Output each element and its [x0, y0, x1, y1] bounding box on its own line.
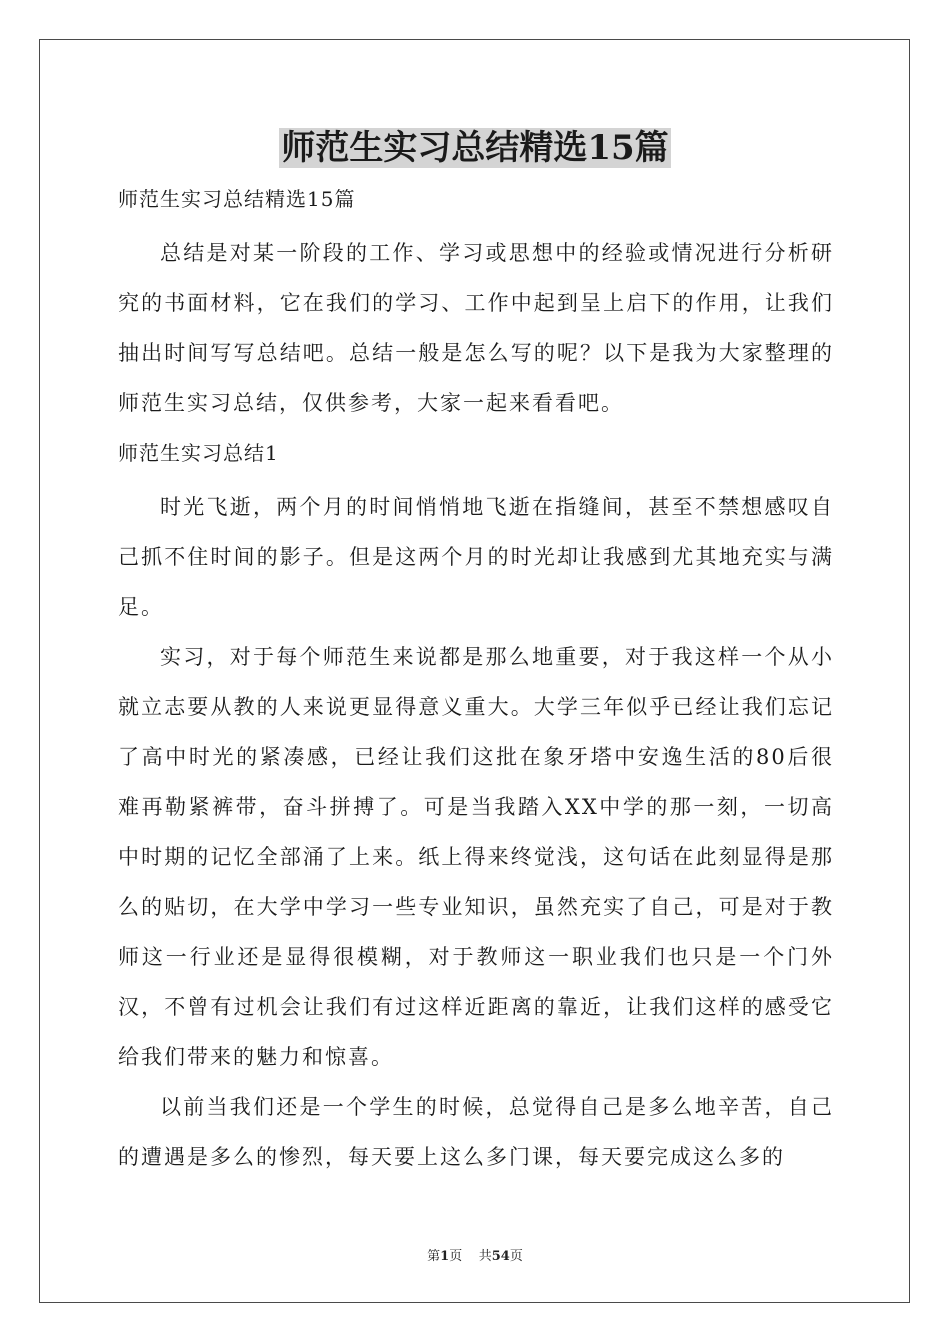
paragraph-3: 以前当我们还是一个学生的时候，总觉得自己是多么地辛苦，自己的遭遇是多么的惨烈，每天要上这么多门课，每天要完成这么多的 — [118, 1095, 834, 1169]
document-subtitle: 师范生实习总结精选15篇 — [118, 187, 356, 211]
page-prefix: 第 — [427, 1249, 441, 1264]
document-title — [0, 125, 950, 171]
section-heading-1: 师范生实习总结1 — [118, 441, 279, 465]
page-suffix: 页 — [449, 1249, 463, 1264]
page-footer — [0, 1248, 950, 1266]
total-page-count: 54 — [491, 1249, 510, 1264]
paragraph-1: 时光飞逝，两个月的时间悄悄地飞逝在指缝间，甚至不禁想感叹自己抓不住时间的影子。但是这两个月的时光却让我感到尤其地充实与满足。 — [118, 495, 834, 619]
document-body — [118, 182, 834, 1182]
total-prefix: 共 — [478, 1249, 492, 1264]
document-title-text: 师范生实习总结精选15篇 — [281, 128, 669, 168]
current-page-number: 1 — [440, 1249, 450, 1264]
intro-paragraph: 总结是对某一阶段的工作、学习或思想中的经验或情况进行分析研究的书面材料，它在我们的学习、工作中起到呈上启下的作用，让我们抽出时间写写总结吧。总结一般是怎么写的呢？以下是我为大家整理的师范生实习总结，仅供参考，大家一起来看看吧。 — [118, 241, 834, 415]
paragraph-2: 实习，对于每个师范生来说都是那么地重要，对于我这样一个从小就立志要从教的人来说更显得意义重大。大学三年似乎已经让我们忘记了高中时光的紧凑感，已经让我们这批在象牙塔中安逸生活的80后很难再勒紧裤带，奋斗拼搏了。可是当我踏入XX中学的那一刻，一切高中时期的记忆全部涌了上来。纸上得来终觉浅，这句话在此刻显得是那么的贴切，在大学中学习一些专业知识，虽然充实了自己，可是对于教师这一行业还是显得很模糊，对于教师这一职业我们也只是一个门外汉，不曾有过机会让我们有过这样近距离的靠近，让我们这样的感受它给我们带来的魅力和惊喜。 — [118, 645, 834, 1069]
total-suffix: 页 — [509, 1249, 523, 1264]
